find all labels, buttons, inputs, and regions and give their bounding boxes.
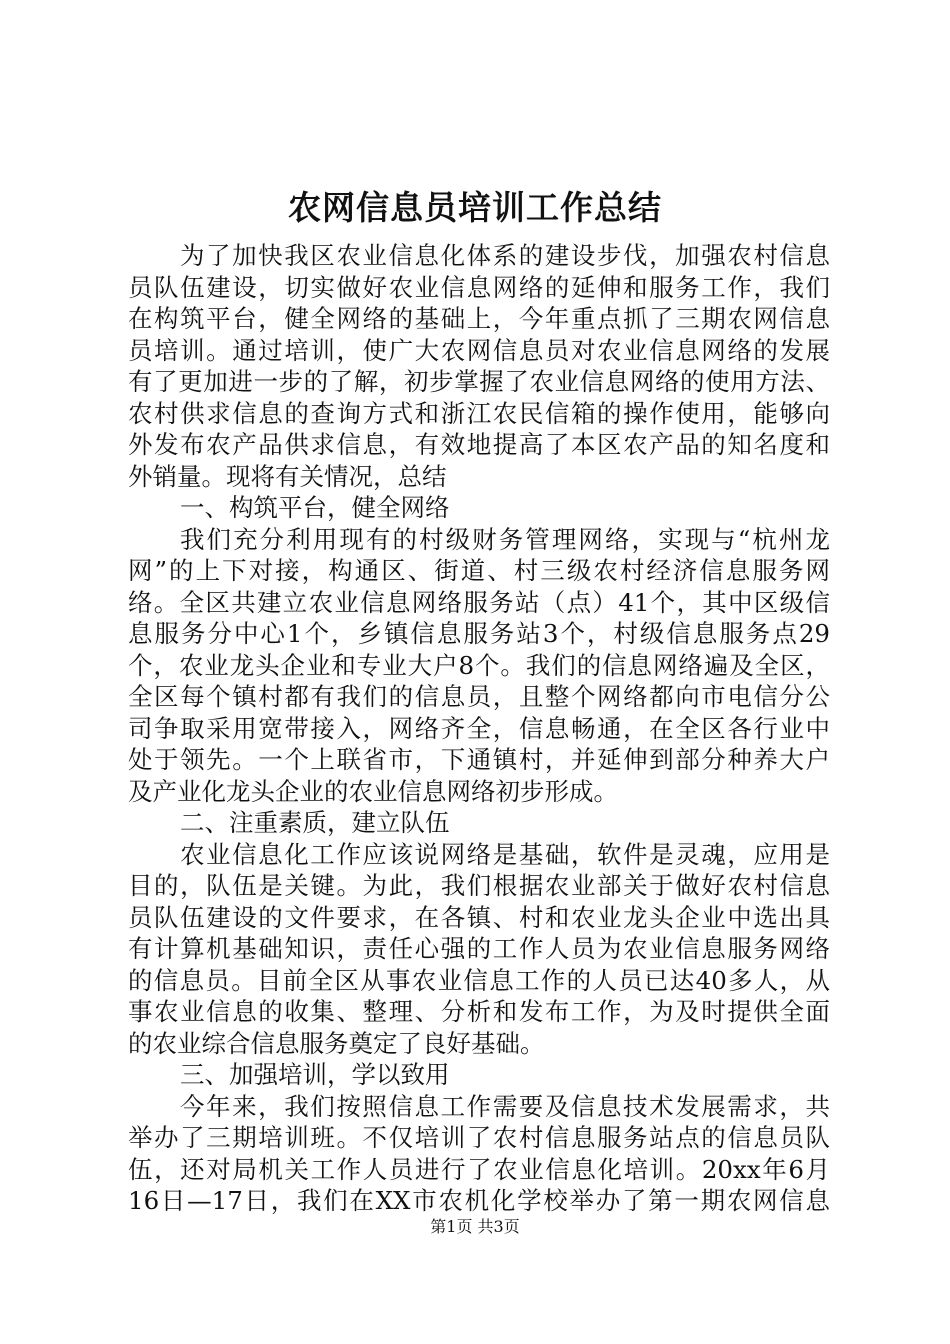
text-line: 员队伍建设的文件要求，在各镇、村和农业龙头企业中选出具 — [128, 902, 830, 932]
text-line: 我们充分利用现有的村级财务管理网络，实现与“杭州龙 — [180, 524, 830, 554]
text-line: 网”的上下对接，构通区、街道、村三级农村经济信息服务网 — [128, 556, 830, 585]
text-line: 今年来，我们按照信息工作需要及信息技术发展需求，共 — [180, 1091, 830, 1121]
text-line: 农业信息化工作应该说网络是基础，软件是灵魂，应用是 — [180, 839, 830, 869]
text-line: 处于领先。一个上联省市，下通镇村，并延伸到部分种养大户 — [128, 745, 830, 774]
text-line: 络。全区共建立农业信息网络服务站（点）41个，其中区级信 — [128, 587, 830, 617]
text-line: 一、构筑平台，健全网络 — [180, 493, 450, 522]
text-line: 个，农业龙头企业和专业大户8个。我们的信息网络遍及全区， — [128, 650, 830, 680]
text-line: 员队伍建设，切实做好农业信息网络的延伸和服务工作，我们 — [128, 272, 830, 302]
text-line: 全区每个镇村都有我们的信息员，且整个网络都向市电信分公 — [128, 682, 830, 711]
text-line: 在构筑平台，健全网络的基础上，今年重点抓了三期农网信息 — [128, 304, 830, 333]
text-line: 息服务分中心1个，乡镇信息服务站3个，村级信息服务点29 — [128, 619, 830, 648]
text-line: 举办了三期培训班。不仅培训了农村信息服务站点的信息员队 — [128, 1123, 830, 1152]
text-line: 外发布农产品供求信息，有效地提高了本区农产品的知名度和 — [128, 430, 830, 459]
text-line: 及产业化龙头企业的农业信息网络初步形成。 — [128, 776, 618, 806]
text-line: 事农业信息的收集、整理、分析和发布工作，为及时提供全面 — [128, 997, 830, 1026]
text-line: 农村供求信息的查询方式和浙江农民信箱的操作使用，能够向 — [128, 398, 830, 428]
document-title: 农网信息员培训工作总结 — [288, 188, 662, 227]
text-line: 16日—17日，我们在XX市农机化学校举办了第一期农网信息 — [128, 1186, 830, 1215]
text-line: 的农业综合信息服务奠定了良好基础。 — [128, 1028, 545, 1058]
text-line: 外销量。现将有关情况，总结 — [128, 461, 447, 491]
text-line: 员培训。通过培训，使广大农网信息员对农业信息网络的发展 — [128, 335, 830, 365]
text-line: 司争取采用宽带接入，网络齐全，信息畅通，在全区各行业中 — [128, 713, 830, 743]
text-line: 目的，队伍是关键。为此，我们根据农业部关于做好农村信息 — [128, 871, 830, 900]
text-line: 伍，还对局机关工作人员进行了农业信息化培训。20xx年6月 — [128, 1154, 830, 1184]
text-line: 三、加强培训，学以致用 — [180, 1060, 450, 1089]
text-line: 二、注重素质，建立队伍 — [180, 808, 450, 837]
document-body — [128, 240, 830, 1217]
text-line: 有计算机基础知识，责任心强的工作人员为农业信息服务网络 — [128, 934, 830, 963]
text-line: 的信息员。目前全区从事农业信息工作的人员已达40多人，从 — [128, 965, 830, 995]
page-footer: 第1页 共3页 — [430, 1217, 520, 1236]
text-line: 有了更加进一步的了解，初步掌握了农业信息网络的使用方法、 — [128, 367, 830, 396]
text-line: 为了加快我区农业信息化体系的建设步伐，加强农村信息 — [180, 241, 830, 270]
